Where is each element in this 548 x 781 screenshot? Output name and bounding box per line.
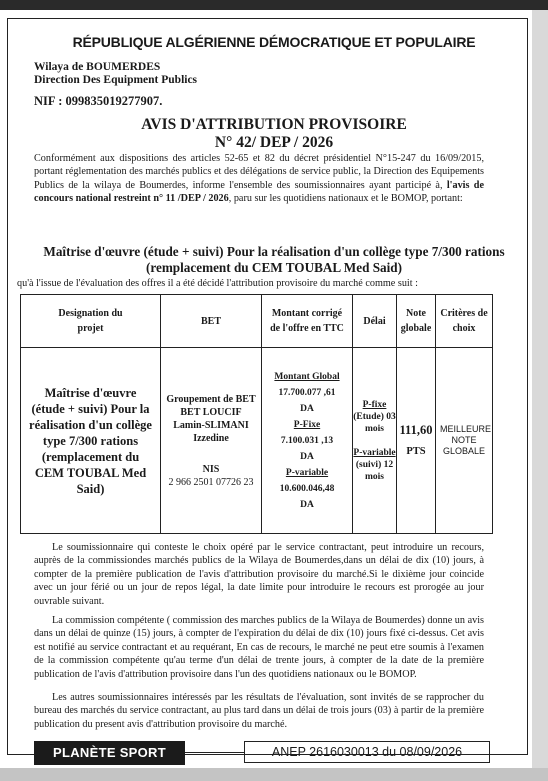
delai-variable-value: (suivi) 12 mois — [355, 459, 394, 482]
republic-heading: RÉPUBLIQUE ALGÉRIENNE DÉMOCRATIQUE ET POPULAIRE — [72, 34, 476, 50]
header-criteres: Critères de choix — [436, 295, 493, 348]
montant-global-label: Montant Global — [274, 371, 340, 382]
bet-nis: 2 966 2501 07726 23 — [168, 476, 254, 488]
attribution-table — [20, 294, 493, 534]
bottom-strip — [0, 768, 548, 781]
montant-global-value: 17.700.077 ,61 DA — [278, 387, 336, 414]
notice-title: AVIS D'ATTRIBUTION PROVISOIRE — [141, 116, 407, 133]
issue-line: qu'à l'issue de l'évaluation des offres il a été décidé l'attribution provisoire du marché comme suit : — [17, 278, 418, 289]
intro-paragraph — [34, 152, 484, 206]
table-header-row — [21, 295, 493, 348]
p-fixe-label: P-Fixe — [293, 419, 321, 430]
p-variable-label: P-variable — [285, 467, 329, 478]
intro-bold-ref: l'avis de concours national restreint n° 11 /DEP / 2026 — [34, 179, 484, 205]
wilaya-name: Wilaya de BOUMERDES — [34, 61, 161, 73]
subject-line-1: Maîtrise d'œuvre (étude + suivi) Pour la réalisation d'un collège type 7/300 rations — [43, 244, 505, 259]
note-value: 111,60 — [399, 422, 433, 437]
cell-montant — [262, 348, 353, 534]
bet-name: Groupement de BET BET LOUCIF Lamin-SLIMANI Izzedine — [166, 393, 256, 444]
cell-designation: Maîtrise d'œuvre (étude + suivi) Pour la réalisation d'un collège type 7/300 rations (remplacement du CEM TOUBAL Med Said) — [21, 348, 161, 534]
header-designation: Designation du projet — [21, 295, 161, 348]
intro-text-2: , paru sur les quotidiens nationaux et le BOMOP, portant: — [228, 193, 463, 205]
table-row — [21, 348, 493, 534]
nif-number: NIF : 099835019277907. — [34, 94, 163, 108]
header-bet: BET — [161, 295, 262, 348]
commission-paragraph: La commission compétente ( commission des marches publics de la Wilaya de Boumerdes) donne un avis dans un délai de quinze (15) jours, à compter de l'expiration du délai de dix (10) jours fixé ci-dessus. Cet avis est notifié au service contractant et au requérant, En cas de recours, le marché ne peut etre soumis à l'examen de la commission compétente qu'au terme d'un délai de trente jours, à compter de la date de la première publication de l'avis d'attribution provisoire dans l'un des quotidiens nationaux ou le BOMOP. — [34, 615, 484, 680]
issuer-block — [34, 61, 197, 87]
publication-name: PLANÈTE SPORT — [34, 741, 185, 765]
note-unit: PTS — [406, 445, 426, 457]
anep-reference: ANEP 2616030013 du 08/09/2026 — [244, 741, 490, 763]
other-bidders-paragraph: Les autres soumissionnaires intéressés par les résultats de l'évaluation, sont invités de se rapprocher du bureau des marchés du service contractant, au plus tard dans un délai de trois jours (03) à partir de la première publication du present avis d'attribution provisoire du marché. — [34, 692, 484, 730]
bet-nis-label: NIS — [202, 463, 220, 475]
notice-number: N° 42/ DEP / 2026 — [214, 134, 334, 151]
header-note: Note globale — [397, 295, 436, 348]
subject-line-2: (remplacement du CEM TOUBAL Med Said) — [145, 260, 403, 275]
p-variable-value: 10.600.046,48 DA — [279, 483, 335, 510]
delai-fixe-label: P-fixe — [362, 399, 387, 410]
p-fixe-value: 7.100.031 ,13 DA — [280, 435, 334, 462]
footer-rule — [185, 752, 244, 753]
cell-bet — [161, 348, 262, 534]
cell-note — [397, 348, 436, 534]
delai-variable-label: P-variable — [353, 447, 396, 458]
header-delai: Délai — [353, 295, 397, 348]
cell-criteres: MEILLEURE NOTE GLOBALE — [436, 348, 493, 534]
delai-fixe-value: (Etude) 03 mois — [353, 411, 396, 434]
direction-name: Direction Des Equipment Publics — [34, 74, 198, 86]
recours-paragraph: Le soumissionnaire qui conteste le choix opéré par le service contractant, peut introduire un recours, auprès de la commissiondes marchés publics de la Wilaya de Boumerdes,dans un délai de dix (10) jours, à compter de la première publication de l'avis d'attribution provisoire du marché.Si le dixième jour coincide avec un jour férié ou un jour de repos légal, la date limite pour introduire le recours est prorogée au jour ouvrable suivant. — [34, 542, 484, 607]
intro-text-1: Conformément aux dispositions des articles 52-65 et 82 du décret présidentiel N°15-247 du 16/09/2015, portant réglementation des marchés publics et des délégations de service public, la Direction des Equipements Publics de la wilaya de Boumerdes, informe l'ensemble des soumissionnaires ayant participé à, — [34, 153, 484, 191]
header-montant: Montant corrigé de l'offre en TTC — [262, 295, 353, 348]
cell-delai — [353, 348, 397, 534]
top-bar — [0, 0, 548, 10]
subject-heading — [0, 244, 548, 276]
